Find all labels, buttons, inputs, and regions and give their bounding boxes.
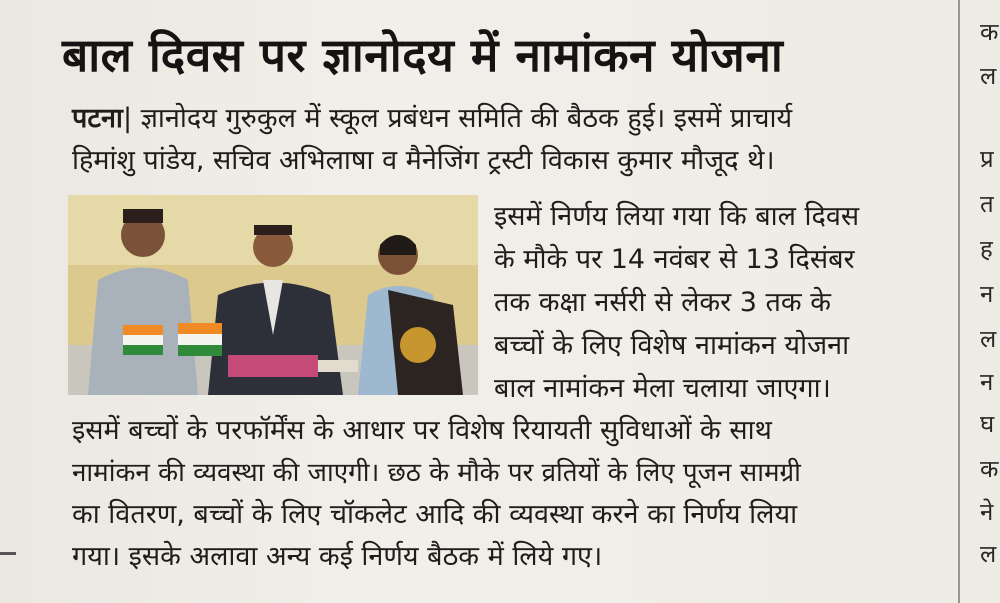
- dateline-separator: |: [122, 103, 141, 134]
- adjacent-column-letter: न: [980, 368, 994, 396]
- adjacent-column-letter: ल: [980, 62, 997, 90]
- article-line-5: तक कक्षा नर्सरी से लेकर 3 तक के: [494, 287, 831, 318]
- adjacent-column-letter: प्र: [980, 145, 994, 173]
- article-line-1-text: ज्ञानोदय गुरुकुल में स्कूल प्रबंधन समिति की बैठक हुई। इसमें प्राचार्य: [140, 103, 793, 134]
- column-divider: [958, 0, 960, 603]
- article-line-11: गया। इसके अलावा अन्य कई निर्णय बैठक में लिये गए।: [72, 541, 603, 572]
- adjacent-column-letter: क: [980, 455, 999, 483]
- margin-mark: [0, 552, 16, 555]
- adjacent-column-letter: ल: [980, 540, 997, 568]
- article-line-8: इसमें बच्चों के परफॉर्मेंस के आधार पर विशेष रियायती सुविधाओं के साथ: [72, 415, 772, 446]
- adjacent-column-letter: घ: [980, 410, 995, 438]
- article-photo: [68, 195, 478, 395]
- article-line-4: के मौके पर 14 नवंबर से 13 दिसंबर: [494, 244, 855, 275]
- adjacent-column-letter: ह: [980, 235, 993, 263]
- article-dateline: पटना: [72, 103, 123, 134]
- article-line-9: नामांकन की व्यवस्था की जाएगी। छठ के मौके पर व्रतियों के लिए पूजन सामग्री: [72, 458, 801, 488]
- article-headline: बाल दिवस पर ज्ञानोदय में नामांकन योजना: [62, 28, 784, 82]
- adjacent-column-letter: त: [980, 190, 994, 218]
- article-line-7: बाल नामांकन मेला चलाया जाएगा।: [494, 373, 831, 404]
- article-line-3: इसमें निर्णय लिया गया कि बाल दिवस: [494, 201, 860, 232]
- article-line-1: [72, 98, 792, 140]
- article-line-6: बच्चों के लिए विशेष नामांकन योजना: [494, 330, 850, 361]
- adjacent-column-letter: ल: [980, 325, 997, 353]
- article-line-2: हिमांशु पांडेय, सचिव अभिलाषा व मैनेजिंग ट्रस्टी विकास कुमार मौजूद थे।: [72, 145, 775, 176]
- adjacent-column-letter: न: [980, 280, 994, 308]
- meeting-photo-illustration: [68, 195, 478, 395]
- adjacent-column-letter: ने: [980, 498, 994, 526]
- adjacent-column-letter: क: [980, 18, 999, 46]
- article-line-10: का वितरण, बच्चों के लिए चॉकलेट आदि की व्यवस्था करने का निर्णय लिया: [72, 499, 798, 530]
